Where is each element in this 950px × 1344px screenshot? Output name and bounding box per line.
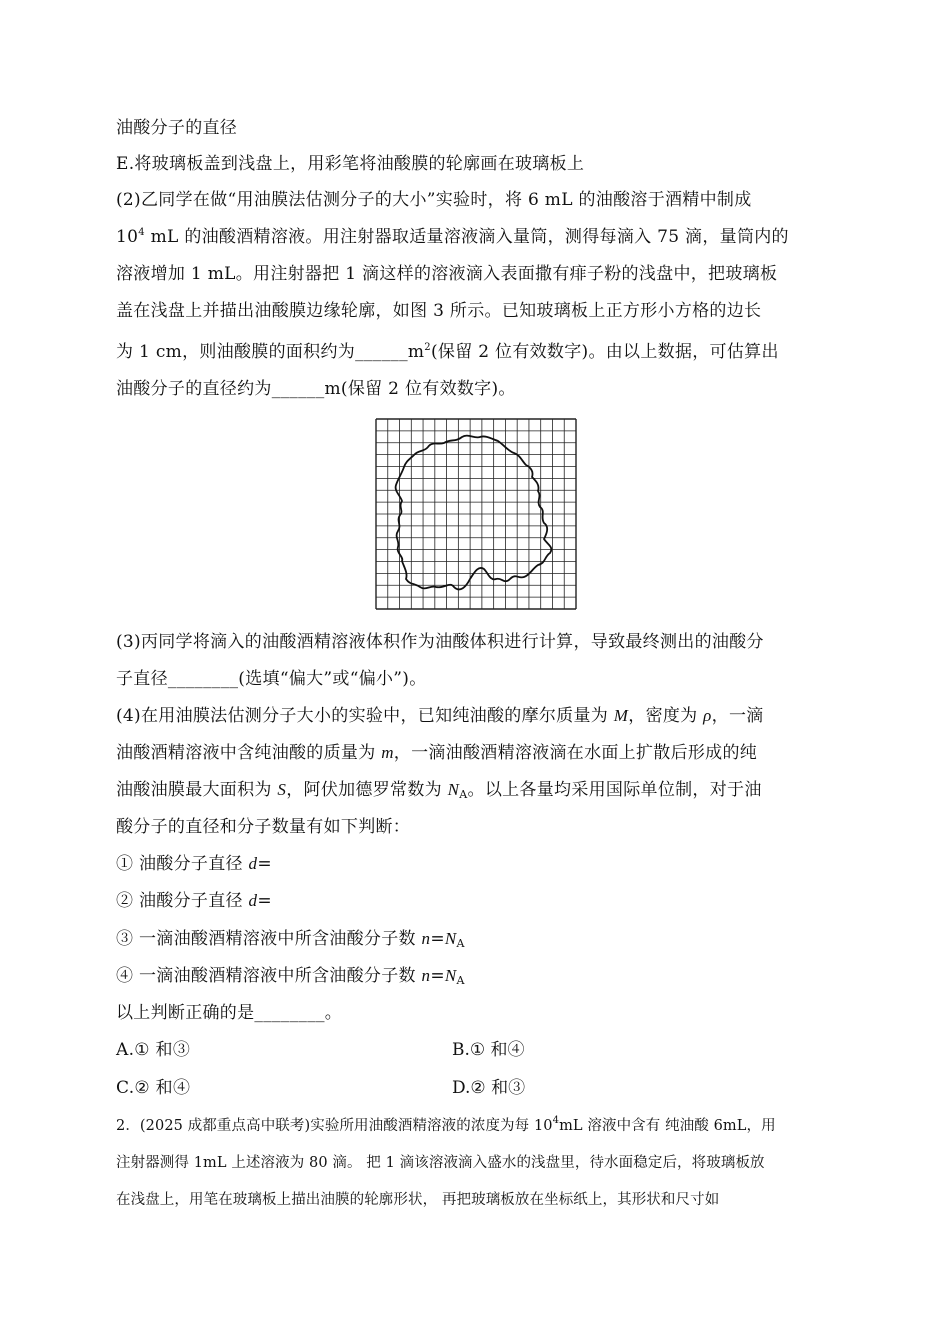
text-frag: ④ 一滴油酸酒精溶液中所含油酸分子数: [116, 966, 422, 986]
text-frag: ，阿伏加德罗常数为: [286, 780, 448, 800]
text-line-5: 溶液增加 1 mL。用注射器把 1 滴这样的溶液滴入表面撒有痱子粉的浅盘中，把玻璃板: [116, 264, 778, 284]
oil-film-grid-figure: [374, 417, 578, 611]
text-line-18: [116, 965, 465, 987]
var-rho: ρ: [703, 706, 712, 725]
question-2-line-2: 注射器测得 1mL 上述溶液为 80 滴。 把 1 滴该溶液滴入盛水的浅盘里，待水面稳定后，将玻璃板放: [116, 1155, 765, 1171]
text-frag: ① 油酸分子直径: [116, 854, 249, 874]
text-frag: =: [257, 891, 272, 911]
text-frag: =: [430, 966, 445, 986]
text-frag: 为 1 cm，则油酸膜的面积约为______m: [116, 342, 425, 362]
text-line-12: [116, 742, 757, 764]
text-frag: (保留 2 位有效数字)。由以上数据，可估算出: [430, 342, 779, 362]
option-a: A.① 和③: [116, 1040, 191, 1060]
text-frag: (4)在用油膜法估测分子大小的实验中，已知纯油酸的摩尔质量为: [116, 706, 614, 726]
text-line-10: 子直径________(选填“偏大”或“偏小”)。: [116, 669, 427, 689]
subscript: A: [459, 788, 468, 801]
text-frag: ，一滴油酸酒精溶液滴在水面上扩散后形成的纯: [393, 743, 758, 763]
option-b: B.① 和④: [452, 1040, 525, 1060]
superscript: 2: [424, 342, 431, 353]
oil-film-outline: [396, 436, 552, 590]
superscript: 4: [552, 1115, 560, 1126]
var-d: d: [248, 891, 258, 910]
var-d: d: [248, 854, 258, 873]
option-d: D.② 和③: [452, 1078, 526, 1098]
text-frag: mL 溶液中含有 纯油酸 6mL，用: [559, 1118, 776, 1134]
text-frag: ，一滴: [711, 706, 764, 726]
subscript: A: [456, 974, 465, 987]
text-line-1: 油酸分子的直径: [116, 118, 238, 138]
var-N: N: [447, 780, 460, 799]
text-line-15: [116, 853, 272, 875]
subscript: A: [456, 937, 465, 950]
option-c: C.② 和④: [116, 1078, 191, 1098]
text-line-11: [116, 705, 764, 727]
text-frag: 2．(2025 成都重点高中联考)实验所用油酸酒精溶液的浓度为每 10: [116, 1118, 553, 1134]
text-frag: 10: [116, 227, 139, 247]
var-N: N: [444, 966, 457, 985]
text-frag: 油酸酒精溶液中含纯油酸的质量为: [116, 743, 382, 763]
text-frag: ，密度为: [628, 706, 704, 726]
text-frag: 。以上各量均采用国际单位制，对于油: [467, 780, 762, 800]
question-2-line-3: 在浅盘上，用笔在玻璃板上描出油膜的轮廓形状， 再把玻璃板放在坐标纸上，其形状和尺寸如: [116, 1192, 720, 1208]
text-frag: mL 的油酸酒精溶液。用注射器取适量溶液滴入量筒，测得每滴入 75 滴，量筒内的: [144, 227, 789, 247]
text-frag: ③ 一滴油酸酒精溶液中所含油酸分子数: [116, 929, 422, 949]
text-frag: =: [257, 854, 272, 874]
var-m: m: [381, 743, 394, 762]
text-frag: ② 油酸分子直径: [116, 891, 249, 911]
var-N: N: [444, 929, 457, 948]
superscript: 4: [138, 227, 145, 238]
text-line-9: (3)丙同学将滴入的油酸酒精溶液体积作为油酸体积进行计算，导致最终测出的油酸分: [116, 632, 764, 652]
text-line-7: [116, 341, 779, 363]
text-line-19: 以上判断正确的是________。: [116, 1003, 343, 1023]
var-n: n: [421, 966, 431, 985]
text-line-2: E.将玻璃板盖到浅盘上，用彩笔将油酸膜的轮廓画在玻璃板上: [116, 154, 585, 174]
text-line-8: 油酸分子的直径约为______m(保留 2 位有效数字)。: [116, 379, 516, 399]
text-line-6: 盖在浅盘上并描出油酸膜边缘轮廓，如图 3 所示。已知玻璃板上正方形小方格的边长: [116, 301, 762, 321]
var-M: M: [613, 706, 629, 725]
question-2-line-1: [116, 1115, 776, 1137]
text-line-3: (2)乙同学在做“用油膜法估测分子的大小”实验时，将 6 mL 的油酸溶于酒精中制成: [116, 190, 752, 210]
text-line-17: [116, 928, 465, 950]
text-frag: 油酸油膜最大面积为: [116, 780, 278, 800]
text-line-13: [116, 779, 762, 801]
var-n: n: [421, 929, 431, 948]
text-frag: =: [430, 929, 445, 949]
var-S: S: [277, 780, 287, 799]
text-line-16: [116, 890, 272, 912]
text-line-14: 酸分子的直径和分子数量有如下判断：: [116, 817, 411, 837]
text-line-4: [116, 226, 789, 248]
